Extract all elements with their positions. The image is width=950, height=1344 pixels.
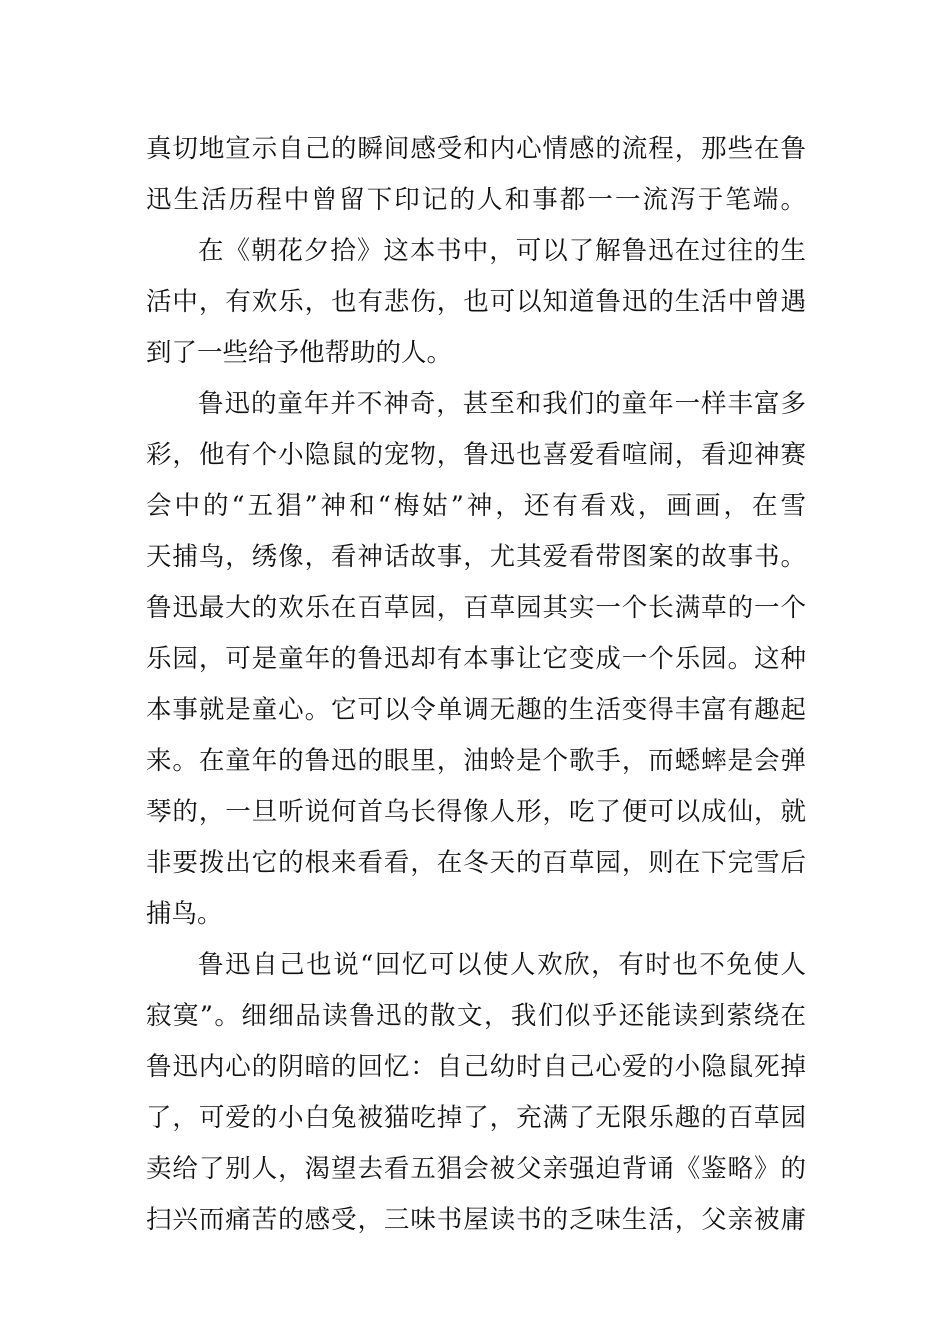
text-line: 彩，他有个小隐鼠的宠物，鲁迅也喜爱看喧闹，看迎神赛: [146, 440, 806, 470]
text-line: 扫兴而痛苦的感受，三味书屋读书的乏味生活，父亲被庸: [146, 1205, 806, 1235]
body-text: [146, 124, 806, 1246]
text-line: 乐园，可是童年的鲁迅却有本事让它变成一个乐园。这种: [146, 644, 806, 674]
text-line: 鲁迅内心的阴暗的回忆：自己幼时自己心爱的小隐鼠死掉: [146, 1052, 806, 1082]
text-line: 本事就是童心。它可以令单调无趣的生活变得丰富有趣起: [146, 695, 806, 725]
text-line: 来。在童年的鲁迅的眼里，油蛉是个歌手，而蟋蟀是会弹: [146, 746, 806, 776]
text-line: 活中，有欢乐，也有悲伤，也可以知道鲁迅的生活中曾遇: [146, 287, 806, 317]
text-line: 真切地宣示自己的瞬间感受和内心情感的流程，那些在鲁: [146, 134, 806, 164]
text-line: 了，可爱的小白兔被猫吃掉了，充满了无限乐趣的百草园: [146, 1103, 806, 1133]
text-line: 鲁迅自己也说“回忆可以使人欢欣，有时也不免使人: [198, 950, 806, 980]
text-line: 迅生活历程中曾留下印记的人和事都一一流泻于笔端。: [146, 185, 806, 215]
text-line: 捕鸟。: [146, 899, 223, 929]
text-line: 在《朝花夕拾》这本书中，可以了解鲁迅在过往的生: [198, 236, 806, 266]
text-line: 到了一些给予他帮助的人。: [146, 338, 453, 368]
text-line: 会中的“五猖”神和“梅姑”神，还有看戏，画画，在雪: [146, 491, 806, 521]
text-line: 寂寞”。细细品读鲁迅的散文，我们似乎还能读到萦绕在: [146, 1001, 806, 1031]
text-line: 鲁迅的童年并不神奇，甚至和我们的童年一样丰富多: [198, 389, 806, 419]
text-line: 卖给了别人，渴望去看五猖会被父亲强迫背诵《鉴略》的: [146, 1154, 806, 1184]
text-line: 天捕鸟，绣像，看神话故事，尤其爱看带图案的故事书。: [146, 542, 806, 572]
text-line: 鲁迅最大的欢乐在百草园，百草园其实一个长满草的一个: [146, 593, 806, 623]
text-line: 琴的，一旦听说何首乌长得像人形，吃了便可以成仙，就: [146, 797, 806, 827]
text-line: 非要拨出它的根来看看，在冬天的百草园，则在下完雪后: [146, 848, 806, 878]
